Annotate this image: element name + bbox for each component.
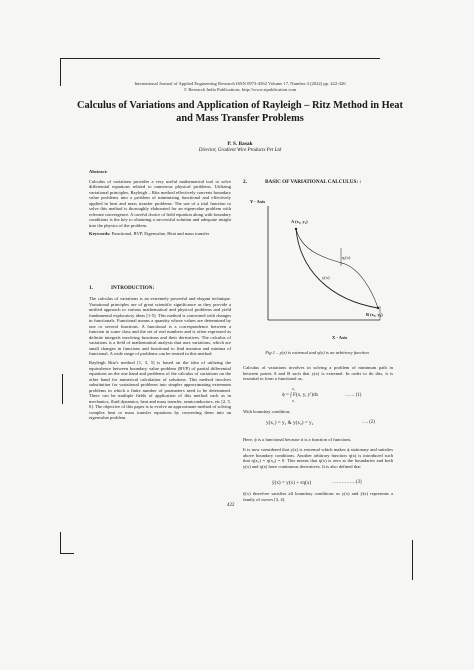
basic-intro-paragraph: Calculus of variations involves in solving a problem of minimum path in between points A and B such that y(x) is extremal. In order to do this, it is essential to form a functional as, [243, 365, 393, 382]
equation-3: ȳ(x) = y(x) + ϵη(x) [272, 480, 312, 486]
basic-title: BASIC OF VARIATIONAL CALCULUS: : [265, 179, 362, 185]
equation-1-lower-limit: x₁ [292, 399, 296, 403]
point-b-label: B (x₂, y₂) [366, 312, 383, 317]
paper-title: Calculus of Variations and Application of Rayleigh – Ritz Method in Heat and Mass Transfer Problems [77, 100, 403, 124]
equation-1-upper-limit: x₂ [292, 387, 296, 391]
basic-paragraph-2: Here, ϕ is a functional because it is a function of functions. [243, 437, 352, 442]
abstract-heading: Abstract: [89, 169, 108, 174]
crop-mark-bottom [60, 553, 74, 554]
intro-heading [89, 285, 154, 291]
boundary-condition-label: With boundary condition; [243, 409, 291, 414]
margin-tick [62, 374, 63, 404]
crop-mark-bottom-left [60, 532, 61, 554]
crop-mark-right [412, 540, 413, 580]
intro-paragraph-2: Rayleigh Ritz's method [1, 3, 5] is based on the idea of utilizing the equivalence between boundary value problem (BVP) of partial differential equations on the one hand and problems of the calculus of variations on the other hand for numerical calculation of solutions. This method involves substitution for variational problems into simpler approximating extremum problems in which a finite number of parameters need to be determined. There can be multiple fields of application of this method such as in mechanics, fluid dynamics, heat and mass transfer, semiconductors, etc [2, 5, 6]. The objective of this paper is to evolve an approximate method of solving complex heat or mass transfer equations by converting them into an eigenvalue problem. [89, 360, 231, 421]
journal-header: International Journal of Applied Engineering Research ISSN 0973-4562 Volume 17, Number 4 (2022) pp. 422-426 [134, 81, 346, 86]
equation-3-number: ……………(3) [332, 480, 362, 485]
basic-paragraph-3: It is now considered that y(x) is extremal which makes ϕ stationary and satisfies above boundary conditions. Another arbitrary function η(x) is introduced such that η(x₁) = η(x₂) = 0. This means that η(x) is zero at the boundaries and both y(x) and η(x) have continuous derivatives. It is also defined that [243, 447, 393, 469]
point-a-label: A (x₁, y₁) [291, 219, 308, 224]
keywords-line [89, 231, 231, 237]
crop-mark-top-left [60, 58, 380, 59]
extremal-curve [296, 229, 378, 308]
intro-section [89, 296, 231, 424]
point-a-dot [295, 228, 297, 230]
intro-paragraph-1: The calculus of variations is an extremely powerful and elegant technique. Variational principles are of great scientific significance as they provide a unified approach to various mathematical and physical problems and yield fundamental exploratory ideas [1-5]. This method is concerned with changes in functionals. Functional means a quantity whose values are determined by one or several functions. A functional is a correspondence between a function in some class and the set of real numbers and is often expressed as definite integrals involving functions and their derivatives. The calculus of variations is a field of mathematical analysis that uses variations, which are small changes in functions and functional to find maxima and minima of functional. A wide range of problems can be treated in this method. [89, 296, 231, 357]
equation-1: ϕ = ∫ F(x, y, y′)dx [282, 392, 319, 398]
varied-curve [296, 229, 378, 308]
basic-paragraph-4: ȳ(x) therefore satisfies all boundary conditions as y(x) and ȳ(x) represents a family of curves [3, 4]. [243, 491, 393, 502]
abstract-body: Calculus of variations provides a very useful mathematical tool to solve differential equations related to numerous physical problems. Utilizing variational principles, Rayleigh – Ritz method effectively converts boundary value problems into a problem of minimizing functional and effectively applied in heat and mass transfer problems. The use of a trial function to solve this method is thoroughly elaborated for an eigenvalue problem with relevant convergence. A careful choice of field equation along with boundary conditions is the key to obtaining a successful solution and adequate insight into the physics of the problem. [89, 178, 231, 228]
basic-heading [243, 179, 361, 185]
equation-2: y(x₁) = y₁ & y(x₂) = y₂ [266, 420, 314, 426]
equation-1-number: …… (1) [345, 393, 362, 398]
author-affiliation: Director, Gradient Wire Products Pvt Ltd [198, 148, 282, 153]
page-number: 422 [227, 503, 235, 508]
figure-1-caption: Fig.1 – y(x) is extremal and η(x) is an arbitrary function [265, 350, 369, 355]
eta-label: ηᵢ(x) [342, 255, 351, 260]
equation-2-number: …. (2) [362, 420, 375, 425]
y-curve-label: y(x) [322, 275, 330, 280]
keywords-label: Keywords: [89, 231, 111, 237]
crop-mark-left [60, 58, 61, 86]
basic-number: 2. [243, 179, 247, 185]
y-axis-label: Y - Axis [250, 199, 266, 204]
intro-title: INTRODUCTION: [111, 285, 155, 291]
x-axis-label: X - Axis [332, 335, 348, 340]
point-b-dot [377, 307, 379, 309]
keywords-text: Functional, BVP, Eigenvalue, Heat and mass transfer [111, 231, 210, 237]
intro-number: 1. [89, 285, 93, 291]
abstract-section [89, 169, 231, 240]
publisher-line: © Research India Publications. http://www.ripublication.com [183, 87, 297, 92]
author-name: P. S. Basak [227, 141, 253, 147]
